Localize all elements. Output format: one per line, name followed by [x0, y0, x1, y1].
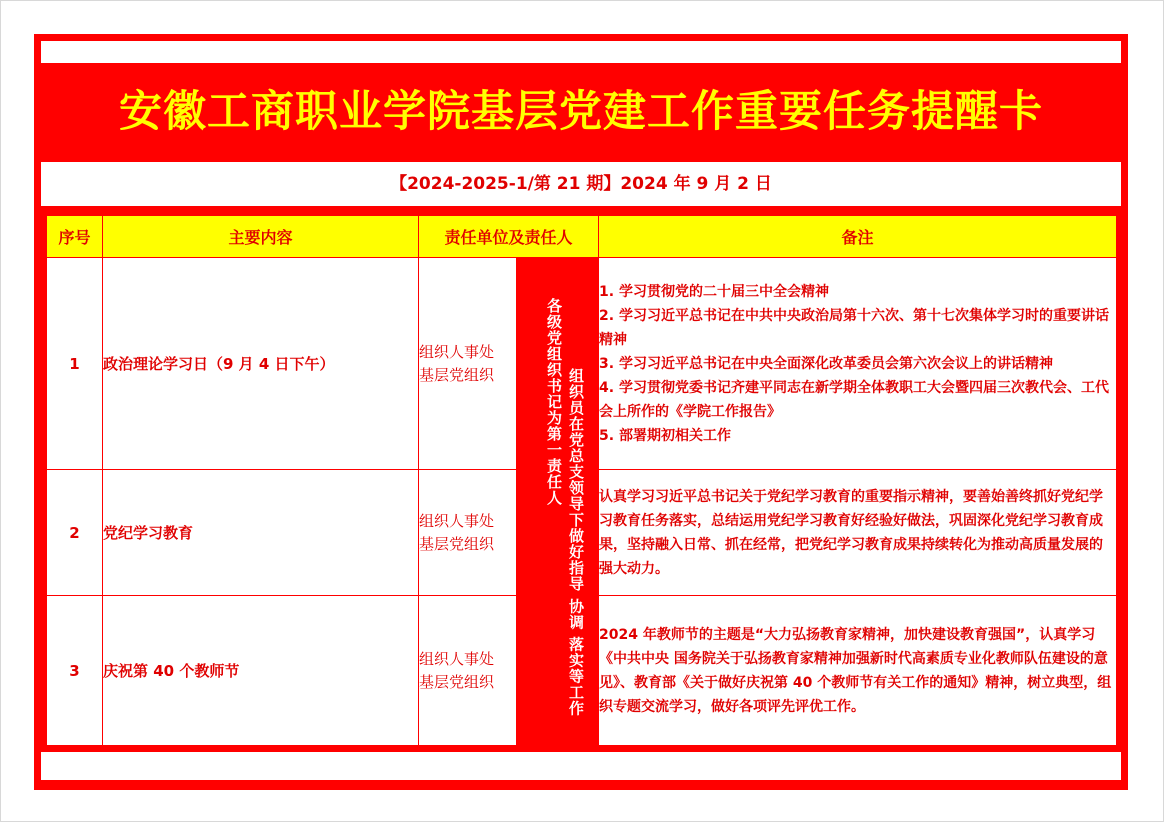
note-item: 2. 学习习近平总书记在中共中央政治局第十六次、第十七次集体学习时的重要讲话精神: [599, 307, 1109, 348]
row-num: 3: [47, 596, 103, 746]
row-note: [599, 258, 1117, 470]
card-title: 安徽工商职业学院基层党建工作重要任务提醒卡: [119, 87, 1043, 137]
bottom-white-strip: [41, 752, 1121, 780]
row-unit: [419, 470, 517, 596]
row-num: 1: [47, 258, 103, 470]
issue-date-bar: [41, 162, 1121, 206]
responsibility-cell: [517, 258, 599, 746]
header-num: 序号: [47, 216, 103, 258]
row-content: 党纪学习教育: [103, 470, 419, 596]
row-note: 认真学习习近平总书记关于党纪学习教育的重要指示精神，要善始善终抓好党纪学习教育任务落实，总结运用党纪学习教育好经验好做法，巩固深化党纪学习教育成果，坚持融入日常、抓在经常，把党纪学习教育成果持续转化为推动高质量发展的强大动力。: [599, 470, 1117, 596]
unit-line: 基层党组织: [419, 365, 495, 384]
row-content: 政治理论学习日（9 月 4 日下午）: [103, 258, 419, 470]
table-row: [47, 258, 1117, 470]
table-header-row: [47, 216, 1117, 258]
unit-line: 基层党组织: [419, 534, 495, 553]
header-content: 主要内容: [103, 216, 419, 258]
row-unit: [419, 258, 517, 470]
top-white-strip: [41, 41, 1121, 63]
responsibility-secondary: 组织员在党总支领导下做好指导 协调 落实等工作: [567, 368, 586, 717]
note-item: 1. 学习贯彻党的二十届三中全会精神: [599, 283, 829, 300]
responsibility-primary: 各级党组织书记为第一责任人: [545, 298, 564, 506]
unit-line: 基层党组织: [419, 672, 495, 691]
header-note: 备注: [599, 216, 1117, 258]
reminder-card: [34, 34, 1128, 790]
unit-line: 组织人事处: [419, 511, 495, 530]
issue-label: 【2024-2025-1/第 21 期】2024 年 9 月 2 日: [390, 174, 772, 194]
unit-line: 组织人事处: [419, 649, 495, 668]
header-unit: 责任单位及责任人: [419, 216, 599, 258]
row-content: 庆祝第 40 个教师节: [103, 596, 419, 746]
note-item: 4. 学习贯彻党委书记齐建平同志在新学期全体教职工大会暨四届三次教代会、工代会上所作的《学院工作报告》: [599, 379, 1109, 420]
row-num: 2: [47, 470, 103, 596]
note-item: 5. 部署期初相关工作: [599, 427, 731, 444]
row-note: 2024 年教师节的主题是“大力弘扬教育家精神，加快建设教育强国”，认真学习《中共中央 国务院关于弘扬教育家精神加强新时代高素质专业化教师队伍建设的意见》、教育部《关于做好庆祝第 40 个教师节有关工作的通知》精神，树立典型，组织专题交流学习，做好各项评先评优工作。: [599, 596, 1117, 746]
task-table: [46, 215, 1117, 746]
unit-line: 组织人事处: [419, 342, 495, 361]
note-item: 3. 学习习近平总书记在中央全面深化改革委员会第六次会议上的讲话精神: [599, 355, 1053, 372]
row-unit: [419, 596, 517, 746]
